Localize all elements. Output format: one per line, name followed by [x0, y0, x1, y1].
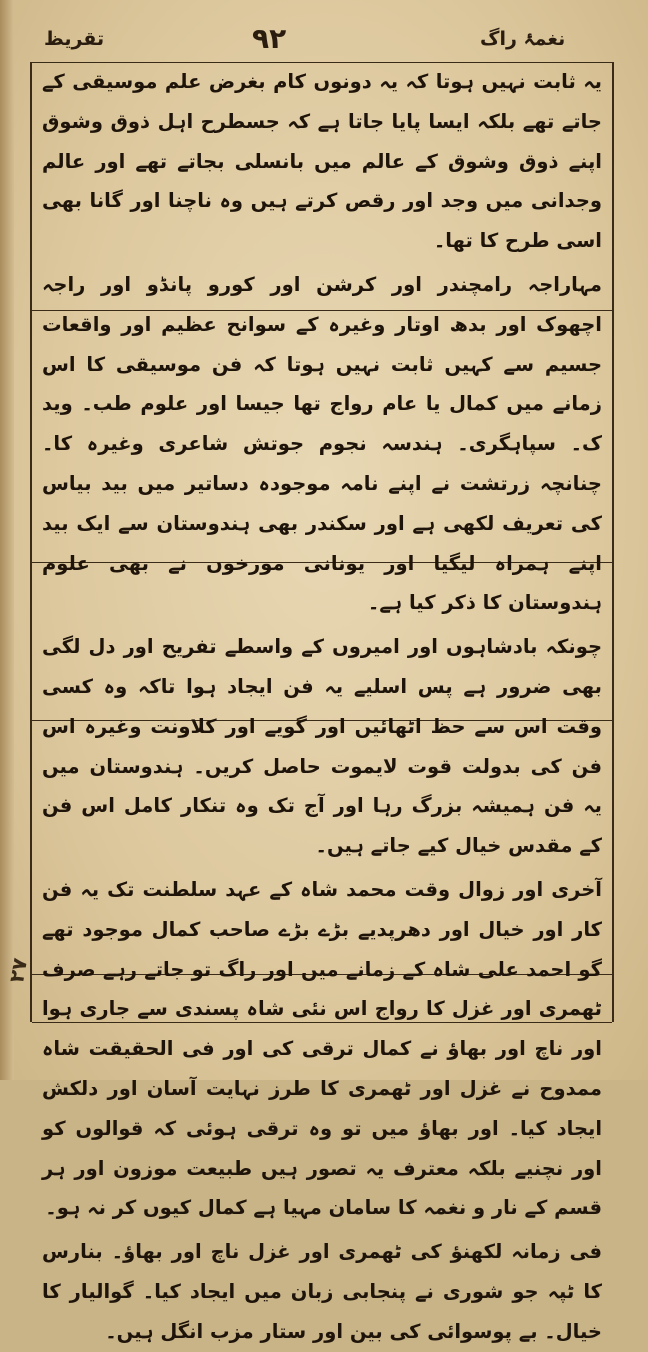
paragraph: آخری اور زوال وقت محمد شاہ کے عہد سلطنت تک یہ فن کار اور خیال اور دھرپدیے بڑے بڑے صاحب کمال موجود تھے گو احمد علی شاہ کے زمانے میں اور راگ تو جاتے رہے صرف ٹھمری اور غزل کا رواج اس نئی شاہ پسندی سے جاری ہوا اور ناچ اور بھاؤ نے کمال ترقی کی اور فی الحقیقت شاہ ممدوح نے غزل اور ٹھمری کا طرز نہایت آسان اور دلکش ایجاد کیا۔ اور بھاؤ میں تو وہ ترقی ہوئی کہ قوالوں کو اور نچنیے بلکہ معترف یہ تصور ہیں طبیعت موزون اور ہر قسم کے نار و نغمہ کا سامان مہیا ہے کمال کیوں کر نہ ہو۔ [42, 877, 602, 1220]
text-frame [30, 62, 614, 1343]
page-number: ۹۲ [252, 22, 287, 55]
body-text [42, 62, 602, 1352]
paragraph: چونکہ بادشاہوں اور امیروں کے واسطے تفریح اور دل لگی بھی ضرور ہے پس اسلیے یہ فن ایجاد ہوا تاکہ وہ کسی وقت اس سے حظ اٹھائیں اور گویے اور کلاونت وغیرہ اس فن کی بدولت قوت لایموت حاصل کریں۔ ہندوستان میں یہ فن ہمیشہ بزرگ رہا اور آج تک وہ تنکار کامل اس فن کے مقدس خیال کیے جاتے ہیں۔ [42, 635, 602, 858]
paragraph: فی زمانہ لکھنؤ کی ٹھمری اور غزل ناچ اور بھاؤ۔ بنارس کا ٹپہ جو شوری نے پنجابی زبان میں ایجاد کیا۔ گوالیار کا خیال۔ بے پوسوائی کی بین اور ستار مزب انگل ہیں۔ [42, 1240, 602, 1343]
paragraph: یہ ثابت نہیں ہوتا کہ یہ دونوں کام بغرض علم موسیقی کے جاتے تھے بلکہ ایسا پایا جاتا ہے کہ جسطرح اہل ذوق وشوق اپنے ذوق وشوق کے عالم میں بانسلی بجاتے تھے اور عالم وجدانی میں وجد اور رقص کرتے ہیں وہ ناچنا اور گانا بھی اسی طرح کا تھا۔ [42, 70, 602, 253]
binding-shadow [0, 0, 14, 1080]
page-header [0, 22, 648, 62]
section-title: تقریظ [44, 28, 105, 50]
paragraph: مہاراجہ رامچندر اور کرشن اور کورو پانڈو اور راجہ اچھوک اور بدھ اوتار وغیرہ کے سوانح عظیم اور واقعات جسیم سے کہیں ثابت نہیں ہوتا کہ فن موسیقی کا اس زمانے میں کمال یا عام رواج تھا جیسا اور علوم طب۔ وید ک۔ سپاہگری۔ ہندسہ نجوم جوتش شاعری وغیرہ کا۔ چنانچہ زرتشت نے اپنے نامہ موجودہ دساتیر میں بید بیاس کی تعریف لکھی ہے اور سکندر بھی ہندوستان سے ایک بید اپنے ہمراہ لیگیا اور یونانی مورخوں نے بھی علوم ہندوستان کا ذکر کیا ہے۔ [42, 272, 602, 615]
book-title: نغمۂ راگ [480, 28, 566, 50]
margin-annotation: ۲۷ [4, 956, 33, 985]
